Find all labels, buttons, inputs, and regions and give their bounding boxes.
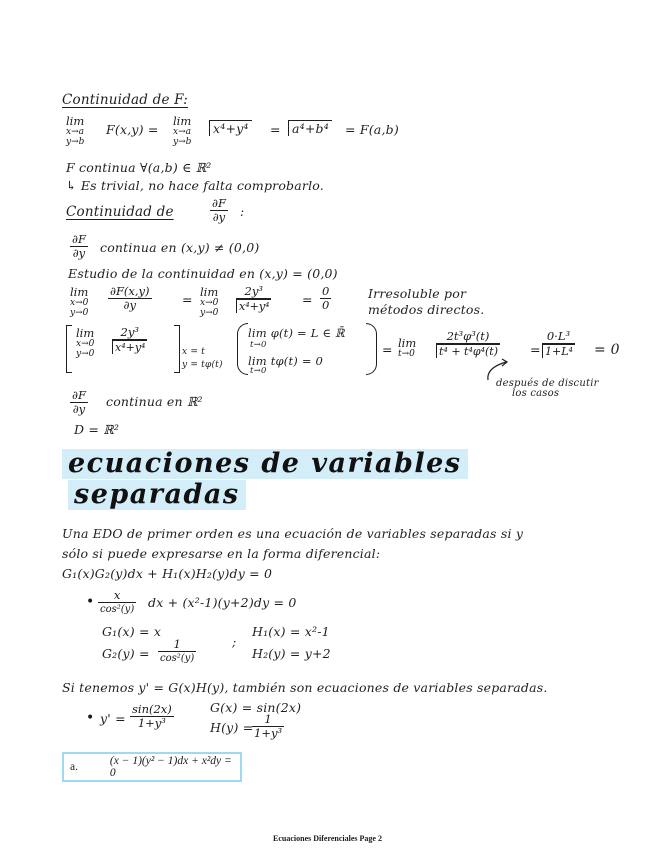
equals-2: = — [182, 292, 193, 307]
definition-line-2: sólo si puede expresarse en la forma diferencial: — [62, 546, 381, 561]
gx-def: G(x) = sin(2x) — [210, 700, 302, 715]
limit-df — [70, 287, 88, 318]
sub-y-equals-tphi: y = tφ(t) — [182, 360, 223, 370]
right-paren — [366, 323, 377, 375]
example-1-rest: dx + (x²-1)(y+2)dy = 0 — [148, 595, 297, 610]
lim-word-3: lim — [70, 285, 89, 299]
f-continua: F continua ∀(a,b) ∈ ℝ² — [66, 160, 212, 175]
bullet-1: • — [86, 594, 95, 610]
sqrt-xy: x⁴+y⁴ — [209, 120, 252, 136]
definition-line-1: Una EDO de primer orden es una ecuación de variables separadas si y — [62, 526, 524, 541]
equals-4: = — [382, 342, 393, 357]
df-dy-fraction-3 — [70, 389, 88, 416]
paren-limit-2: lim tφ(t) = 0 — [248, 354, 324, 368]
l-num: 0·L³ — [546, 329, 571, 343]
si-tenemos-line: Si tenemos y' = G(x)H(y), también son ecuaciones de variables separadas. — [62, 680, 548, 695]
zero-over-zero — [320, 285, 331, 312]
zero-den: 0 — [322, 298, 330, 312]
sqrt-ab: a⁴+b⁴ — [288, 120, 332, 136]
lim-word-5: lim — [76, 326, 95, 340]
example-1-fraction — [98, 589, 136, 616]
bracket-num: 2y³ — [120, 325, 139, 339]
g1-def: G₁(x) = x — [102, 624, 162, 639]
df-num-3: ∂F — [72, 388, 86, 402]
lim-word-6: lim — [398, 336, 417, 350]
f-rhs: = F(a,b) — [345, 122, 399, 137]
partial-den: ∂y — [123, 298, 136, 312]
ex2-den: 1+y³ — [137, 716, 166, 730]
lim-word: lim — [66, 114, 85, 128]
partial-num: ∂F(x,y) — [110, 284, 150, 298]
lim-sub-y-2: y→b — [173, 137, 192, 147]
paren-sub-1: t→0 — [250, 340, 267, 350]
left-paren — [237, 323, 248, 375]
despues-note-2: los casos — [512, 388, 560, 399]
df-den-2: ∂y — [72, 246, 86, 260]
t-fraction — [436, 330, 500, 358]
g2-den: cos²(y) — [160, 653, 195, 664]
section-heading-line-1: ecuaciones de variables — [62, 449, 468, 479]
h2-def: H₂(y) = y+2 — [252, 646, 331, 661]
paren-limit-1: lim φ(t) = L ∈ ℝ̄ — [248, 326, 345, 340]
bracket-den: x⁴+y⁴ — [112, 340, 147, 354]
ratio-num: 2y³ — [244, 284, 263, 298]
exercise-label: a. — [70, 761, 78, 773]
equals-1: = — [270, 122, 281, 137]
df-num-2: ∂F — [72, 232, 86, 246]
limit-t — [398, 338, 416, 359]
exercise-box — [62, 752, 242, 782]
limit-f — [66, 116, 84, 147]
l-den: 1+L⁴ — [542, 344, 575, 358]
ratio-fraction — [236, 285, 271, 313]
l-fraction — [542, 330, 575, 358]
despues-note-1: después de discutir — [496, 378, 599, 389]
hy-lhs: H(y) = — [210, 720, 254, 735]
metodos-note: métodos directos. — [368, 302, 485, 317]
t-den: t⁴ + t⁴φ⁴(t) — [436, 344, 500, 358]
lim-sub-x-2: x→a — [173, 127, 191, 137]
equals-5: = — [530, 342, 541, 357]
estudio-line: Estudio de la continuidad en (x,y) = (0,0) — [68, 266, 338, 281]
general-form: G₁(x)G₂(y)dx + H₁(x)H₂(y)dy = 0 — [62, 566, 273, 581]
exercise-equation: (x − 1)(y² − 1)dx + x²dy = 0 — [109, 755, 232, 779]
irresoluble-note: Irresoluble por — [368, 286, 467, 301]
continuity-df-title: Continuidad de — [66, 204, 174, 220]
bullet-2: • — [86, 710, 95, 726]
lim-sub-y-5: y→0 — [76, 349, 95, 359]
section-heading-line-2: separadas — [68, 480, 246, 510]
df-continua-line: continua en (x,y) ≠ (0,0) — [100, 240, 260, 255]
lim-sub-x-4: x→0 — [200, 298, 219, 308]
df-continua-r2: continua en ℝ² — [106, 394, 203, 409]
continuity-f-title: Continuidad de F: — [62, 92, 188, 108]
paren-sub-2: t→0 — [250, 366, 267, 376]
semicolon: ; — [232, 634, 237, 649]
bracket-fraction — [112, 326, 147, 354]
lim-sub-x-5: x→0 — [76, 339, 95, 349]
ex2-fraction — [130, 703, 174, 730]
limit-bracket — [76, 328, 94, 359]
lim-sub-y: y→b — [66, 137, 85, 147]
lim-sub-x-3: x→0 — [70, 298, 89, 308]
left-bracket — [66, 325, 72, 373]
limit-f-2 — [173, 116, 191, 147]
equals-3: = — [302, 292, 313, 307]
ratio-den: x⁴+y⁴ — [236, 299, 271, 313]
f-lhs: F(x,y) = — [106, 122, 159, 137]
page-footer: Ecuaciones Diferenciales Page 2 — [273, 834, 382, 843]
hy-num: 1 — [264, 712, 272, 726]
df-den: ∂y — [212, 210, 226, 224]
ex1-den: cos²(y) — [100, 604, 135, 615]
sub-x-equals-t: x = t — [182, 347, 205, 357]
t-num: 2t³φ³(t) — [446, 329, 490, 343]
domain-line: D = ℝ² — [74, 422, 120, 437]
g2-num: 1 — [173, 637, 181, 651]
hy-fraction — [252, 713, 284, 740]
df-dy-fraction — [210, 197, 228, 224]
right-bracket — [174, 325, 180, 373]
h1-def: H₁(x) = x²-1 — [252, 624, 330, 639]
lim-sub-y-4: y→0 — [200, 308, 219, 318]
lim-sub-t: t→0 — [398, 349, 415, 359]
g2-fraction — [158, 638, 196, 665]
zero-num: 0 — [322, 284, 330, 298]
lim-word-4: lim — [200, 285, 219, 299]
trivial-note: ↳ Es trivial, no hace falta comprobarlo. — [66, 178, 324, 193]
lim-sub-x: x→a — [66, 127, 84, 137]
hy-den: 1+y³ — [254, 726, 283, 740]
df-num: ∂F — [212, 196, 226, 210]
limit-df-2 — [200, 287, 218, 318]
colon: : — [240, 204, 245, 219]
partial-fraction — [108, 285, 152, 312]
g2-lhs: G₂(y) = — [102, 646, 150, 661]
ex1-num: x — [113, 588, 121, 602]
df-den-3: ∂y — [72, 402, 86, 416]
ex2-num: sin(2x) — [132, 702, 172, 716]
ex2-lhs: y' = — [100, 711, 126, 726]
equals-zero: = 0 — [594, 342, 620, 358]
lim-sub-y-3: y→0 — [70, 308, 89, 318]
df-dy-fraction-2 — [70, 233, 88, 260]
lim-word-2: lim — [173, 114, 192, 128]
